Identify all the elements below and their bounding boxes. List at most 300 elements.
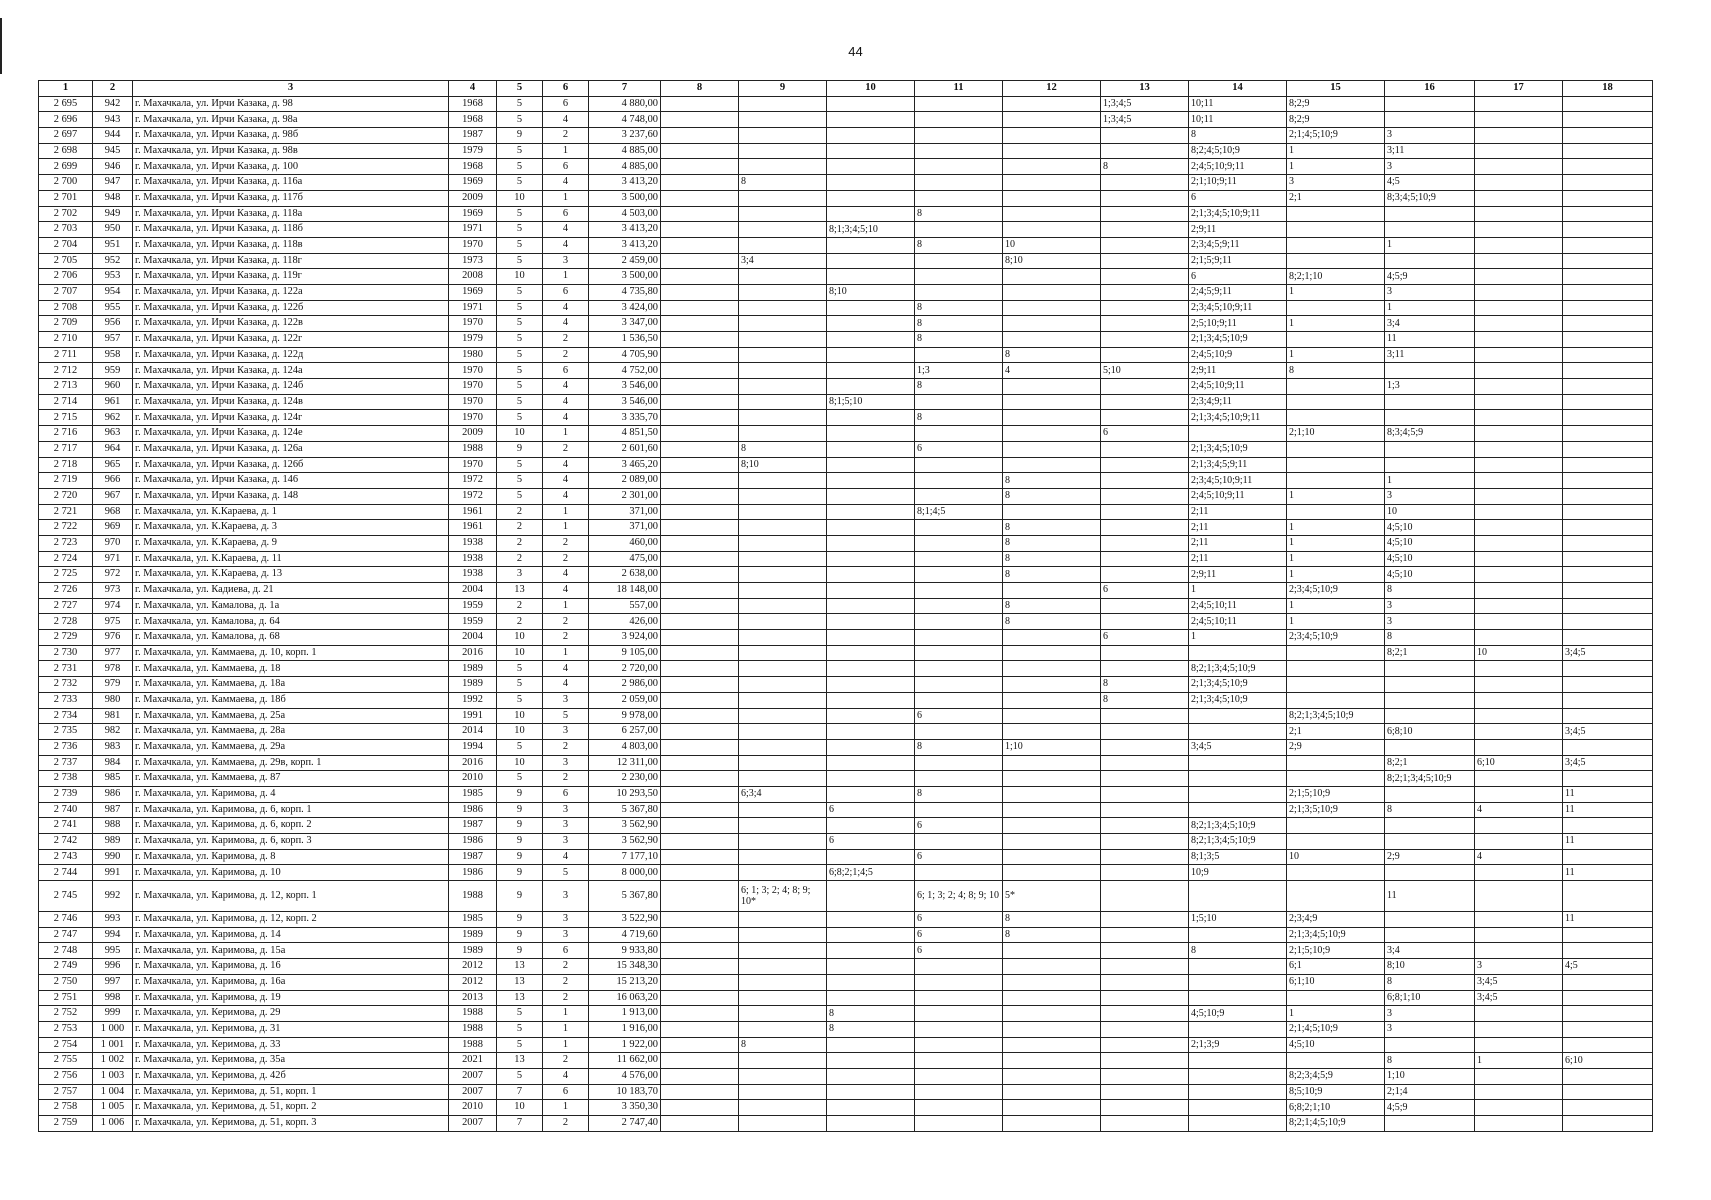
table-cell-col-3: г. Махачкала, ул. Ирчи Казака, д. 124г <box>133 410 449 426</box>
table-cell-col-18 <box>1563 222 1653 238</box>
table-cell-col-5: 5 <box>497 1037 543 1053</box>
table-cell-col-14 <box>1189 802 1287 818</box>
table-row <box>39 128 1653 144</box>
table-cell-col-12 <box>1003 708 1101 724</box>
table-cell-col-16: 6;8;10 <box>1385 724 1475 740</box>
table-cell-col-7: 18 148,00 <box>589 583 661 599</box>
table-cell-col-4: 1968 <box>449 96 497 112</box>
table-cell-col-7: 557,00 <box>589 598 661 614</box>
table-cell-col-6: 5 <box>543 708 589 724</box>
table-cell-col-12 <box>1003 677 1101 693</box>
table-cell-col-6: 4 <box>543 300 589 316</box>
table-cell-col-12 <box>1003 802 1101 818</box>
table-cell-col-7: 3 347,00 <box>589 316 661 332</box>
table-cell-col-9 <box>739 927 827 943</box>
table-cell-col-10 <box>827 441 915 457</box>
table-cell-col-12 <box>1003 1068 1101 1084</box>
table-cell-col-18 <box>1563 1006 1653 1022</box>
table-cell-col-1: 2 750 <box>39 974 93 990</box>
table-cell-col-13: 6 <box>1101 630 1189 646</box>
table-cell-col-6: 2 <box>543 128 589 144</box>
table-cell-col-10 <box>827 347 915 363</box>
table-cell-col-16: 4;5;9 <box>1385 1100 1475 1116</box>
table-cell-col-5: 9 <box>497 128 543 144</box>
table-cell-col-6: 1 <box>543 1006 589 1022</box>
table-cell-col-12 <box>1003 441 1101 457</box>
table-cell-col-8 <box>661 912 739 928</box>
table-cell-col-15 <box>1287 865 1385 881</box>
table-row <box>39 849 1653 865</box>
table-cell-col-17: 4 <box>1475 849 1563 865</box>
table-cell-col-13 <box>1101 520 1189 536</box>
table-cell-col-7: 3 546,00 <box>589 379 661 395</box>
table-cell-col-7: 5 367,80 <box>589 802 661 818</box>
table-cell-col-3: г. Махачкала, ул. Ирчи Казака, д. 126а <box>133 441 449 457</box>
table-cell-col-18 <box>1563 598 1653 614</box>
table-row <box>39 786 1653 802</box>
table-cell-col-11 <box>915 347 1003 363</box>
table-cell-col-10 <box>827 1116 915 1132</box>
table-cell-col-16: 11 <box>1385 332 1475 348</box>
table-cell-col-11 <box>915 692 1003 708</box>
table-cell-col-9: 3;4 <box>739 253 827 269</box>
table-cell-col-17 <box>1475 284 1563 300</box>
table-cell-col-1: 2 695 <box>39 96 93 112</box>
table-cell-col-10 <box>827 724 915 740</box>
table-cell-col-11 <box>915 802 1003 818</box>
table-cell-col-13 <box>1101 771 1189 787</box>
table-cell-col-17 <box>1475 1116 1563 1132</box>
table-cell-col-11 <box>915 190 1003 206</box>
table-cell-col-4: 1938 <box>449 567 497 583</box>
table-cell-col-17 <box>1475 739 1563 755</box>
table-cell-col-11 <box>915 1068 1003 1084</box>
table-cell-col-2: 953 <box>93 269 133 285</box>
table-cell-col-15: 2;3;4;5;10;9 <box>1287 583 1385 599</box>
table-cell-col-13 <box>1101 316 1189 332</box>
table-row <box>39 473 1653 489</box>
table-cell-col-17 <box>1475 253 1563 269</box>
table-cell-col-10: 6 <box>827 802 915 818</box>
table-cell-col-16 <box>1385 253 1475 269</box>
table-cell-col-1: 2 752 <box>39 1006 93 1022</box>
table-cell-col-10 <box>827 598 915 614</box>
table-cell-col-9 <box>739 724 827 740</box>
table-cell-col-6: 4 <box>543 661 589 677</box>
table-cell-col-4: 1989 <box>449 661 497 677</box>
table-cell-col-17 <box>1475 912 1563 928</box>
table-cell-col-17 <box>1475 598 1563 614</box>
column-header-17: 17 <box>1475 81 1563 97</box>
table-row <box>39 535 1653 551</box>
table-row <box>39 394 1653 410</box>
register-table <box>38 80 1653 1132</box>
table-cell-col-16: 1 <box>1385 300 1475 316</box>
column-header-9: 9 <box>739 81 827 97</box>
table-cell-col-17 <box>1475 473 1563 489</box>
table-cell-col-1: 2 744 <box>39 865 93 881</box>
table-cell-col-14: 6 <box>1189 269 1287 285</box>
table-cell-col-6: 2 <box>543 551 589 567</box>
table-cell-col-11: 1;3 <box>915 363 1003 379</box>
table-cell-col-5: 2 <box>497 551 543 567</box>
table-cell-col-1: 2 697 <box>39 128 93 144</box>
table-cell-col-11: 6 <box>915 708 1003 724</box>
table-cell-col-18 <box>1563 1037 1653 1053</box>
table-cell-col-15 <box>1287 677 1385 693</box>
table-cell-col-1: 2 698 <box>39 143 93 159</box>
table-cell-col-6: 4 <box>543 473 589 489</box>
table-cell-col-18 <box>1563 504 1653 520</box>
table-cell-col-4: 1969 <box>449 206 497 222</box>
table-cell-col-5: 2 <box>497 598 543 614</box>
table-cell-col-2: 984 <box>93 755 133 771</box>
table-cell-col-1: 2 726 <box>39 583 93 599</box>
table-cell-col-7: 1 913,00 <box>589 1006 661 1022</box>
table-cell-col-16 <box>1385 206 1475 222</box>
table-cell-col-15: 2;1;10 <box>1287 426 1385 442</box>
table-cell-col-1: 2 758 <box>39 1100 93 1116</box>
table-cell-col-3: г. Махачкала, ул. Ирчи Казака, д. 122а <box>133 284 449 300</box>
table-cell-col-1: 2 713 <box>39 379 93 395</box>
table-cell-col-4: 1938 <box>449 551 497 567</box>
table-cell-col-1: 2 734 <box>39 708 93 724</box>
table-cell-col-17 <box>1475 363 1563 379</box>
table-cell-col-15: 8;2;1;4;5;10;9 <box>1287 1116 1385 1132</box>
table-cell-col-2: 955 <box>93 300 133 316</box>
table-cell-col-8 <box>661 269 739 285</box>
table-cell-col-8 <box>661 802 739 818</box>
table-cell-col-5: 9 <box>497 802 543 818</box>
table-cell-col-3: г. Махачкала, ул. Каримова, д. 4 <box>133 786 449 802</box>
table-cell-col-9 <box>739 739 827 755</box>
table-cell-col-9 <box>739 332 827 348</box>
table-cell-col-10 <box>827 912 915 928</box>
table-cell-col-15: 2;1 <box>1287 190 1385 206</box>
table-cell-col-17 <box>1475 614 1563 630</box>
table-cell-col-10 <box>827 206 915 222</box>
table-cell-col-10 <box>827 112 915 128</box>
table-cell-col-16: 8;3;4;5;10;9 <box>1385 190 1475 206</box>
table-cell-col-3: г. Махачкала, ул. Каримова, д. 19 <box>133 990 449 1006</box>
table-cell-col-8 <box>661 96 739 112</box>
table-cell-col-8 <box>661 943 739 959</box>
table-cell-col-16: 3 <box>1385 614 1475 630</box>
table-cell-col-18 <box>1563 739 1653 755</box>
table-cell-col-1: 2 721 <box>39 504 93 520</box>
table-cell-col-11 <box>915 284 1003 300</box>
table-cell-col-12 <box>1003 143 1101 159</box>
column-header-2: 2 <box>93 81 133 97</box>
table-cell-col-3: г. Махачкала, ул. Каримова, д. 10 <box>133 865 449 881</box>
table-cell-col-2: 993 <box>93 912 133 928</box>
table-cell-col-17 <box>1475 520 1563 536</box>
table-cell-col-12 <box>1003 630 1101 646</box>
table-cell-col-4: 1973 <box>449 253 497 269</box>
table-cell-col-13 <box>1101 175 1189 191</box>
table-cell-col-14 <box>1189 426 1287 442</box>
table-cell-col-11 <box>915 645 1003 661</box>
table-cell-col-5: 13 <box>497 990 543 1006</box>
table-cell-col-4: 2016 <box>449 645 497 661</box>
table-cell-col-13 <box>1101 1084 1189 1100</box>
table-cell-col-1: 2 702 <box>39 206 93 222</box>
table-cell-col-4: 1971 <box>449 222 497 238</box>
table-cell-col-18 <box>1563 567 1653 583</box>
table-cell-col-1: 2 756 <box>39 1068 93 1084</box>
table-cell-col-18 <box>1563 159 1653 175</box>
table-cell-col-1: 2 704 <box>39 237 93 253</box>
table-cell-col-8 <box>661 473 739 489</box>
table-cell-col-10 <box>827 786 915 802</box>
table-cell-col-17 <box>1475 316 1563 332</box>
table-cell-col-8 <box>661 881 739 912</box>
table-cell-col-8 <box>661 849 739 865</box>
table-cell-col-6: 5 <box>543 865 589 881</box>
table-cell-col-5: 5 <box>497 222 543 238</box>
table-cell-col-15: 1 <box>1287 347 1385 363</box>
table-cell-col-15: 1 <box>1287 316 1385 332</box>
table-cell-col-6: 4 <box>543 849 589 865</box>
table-cell-col-18 <box>1563 410 1653 426</box>
table-row <box>39 708 1653 724</box>
table-cell-col-3: г. Махачкала, ул. Каммаева, д. 18а <box>133 677 449 693</box>
table-cell-col-9: 8 <box>739 1037 827 1053</box>
table-cell-col-13 <box>1101 284 1189 300</box>
table-cell-col-17 <box>1475 347 1563 363</box>
table-cell-col-11 <box>915 535 1003 551</box>
table-row <box>39 347 1653 363</box>
table-cell-col-10 <box>827 881 915 912</box>
table-cell-col-16 <box>1385 410 1475 426</box>
table-cell-col-4: 1985 <box>449 912 497 928</box>
table-cell-col-3: г. Махачкала, ул. Ирчи Казака, д. 118а <box>133 206 449 222</box>
table-cell-col-4: 1972 <box>449 488 497 504</box>
table-cell-col-2: 965 <box>93 457 133 473</box>
table-cell-col-13 <box>1101 1100 1189 1116</box>
table-row <box>39 865 1653 881</box>
table-cell-col-16 <box>1385 661 1475 677</box>
table-cell-col-16: 8 <box>1385 630 1475 646</box>
table-row <box>39 739 1653 755</box>
table-cell-col-12 <box>1003 990 1101 1006</box>
table-cell-col-14: 2;4;5;9;11 <box>1189 284 1287 300</box>
table-cell-col-18 <box>1563 112 1653 128</box>
table-cell-col-5: 5 <box>497 316 543 332</box>
page-number: 44 <box>848 44 863 59</box>
table-cell-col-8 <box>661 347 739 363</box>
table-cell-col-5: 9 <box>497 865 543 881</box>
table-cell-col-10 <box>827 755 915 771</box>
table-cell-col-15: 4;5;10 <box>1287 1037 1385 1053</box>
table-cell-col-15: 1 <box>1287 284 1385 300</box>
table-cell-col-15 <box>1287 253 1385 269</box>
table-cell-col-3: г. Махачкала, ул. Каримова, д. 16а <box>133 974 449 990</box>
table-cell-col-15 <box>1287 473 1385 489</box>
table-cell-col-6: 4 <box>543 1068 589 1084</box>
table-cell-col-17 <box>1475 379 1563 395</box>
table-cell-col-13 <box>1101 504 1189 520</box>
table-cell-col-7: 3 424,00 <box>589 300 661 316</box>
table-cell-col-16 <box>1385 394 1475 410</box>
table-cell-col-4: 1959 <box>449 614 497 630</box>
table-cell-col-4: 1970 <box>449 363 497 379</box>
table-cell-col-10 <box>827 504 915 520</box>
table-cell-col-18 <box>1563 614 1653 630</box>
table-cell-col-7: 3 350,30 <box>589 1100 661 1116</box>
table-cell-col-2: 1 003 <box>93 1068 133 1084</box>
table-cell-col-7: 5 367,80 <box>589 881 661 912</box>
table-cell-col-7: 475,00 <box>589 551 661 567</box>
table-cell-col-4: 1987 <box>449 849 497 865</box>
table-cell-col-3: г. Махачкала, ул. К.Караева, д. 3 <box>133 520 449 536</box>
table-cell-col-12 <box>1003 1100 1101 1116</box>
table-row <box>39 1006 1653 1022</box>
table-cell-col-8 <box>661 786 739 802</box>
column-header-18: 18 <box>1563 81 1653 97</box>
table-cell-col-18: 11 <box>1563 865 1653 881</box>
table-cell-col-11 <box>915 865 1003 881</box>
table-cell-col-15: 1 <box>1287 567 1385 583</box>
table-cell-col-5: 9 <box>497 818 543 834</box>
table-cell-col-10: 8;10 <box>827 284 915 300</box>
table-cell-col-1: 2 705 <box>39 253 93 269</box>
table-row <box>39 551 1653 567</box>
table-cell-col-11 <box>915 583 1003 599</box>
table-cell-col-6: 1 <box>543 520 589 536</box>
table-row <box>39 1084 1653 1100</box>
table-cell-col-15 <box>1287 410 1385 426</box>
table-cell-col-17: 3;4;5 <box>1475 990 1563 1006</box>
table-cell-col-6: 1 <box>543 190 589 206</box>
table-cell-col-2: 976 <box>93 630 133 646</box>
table-cell-col-7: 2 089,00 <box>589 473 661 489</box>
table-cell-col-10 <box>827 96 915 112</box>
table-cell-col-8 <box>661 316 739 332</box>
table-cell-col-10: 8 <box>827 1021 915 1037</box>
table-cell-col-10 <box>827 661 915 677</box>
table-cell-col-12 <box>1003 284 1101 300</box>
table-cell-col-2: 943 <box>93 112 133 128</box>
table-cell-col-9 <box>739 300 827 316</box>
table-cell-col-3: г. Махачкала, ул. Ирчи Казака, д. 98а <box>133 112 449 128</box>
table-cell-col-13: 5;10 <box>1101 363 1189 379</box>
table-cell-col-13 <box>1101 253 1189 269</box>
table-cell-col-3: г. Махачкала, ул. Каримова, д. 6, корп. 2 <box>133 818 449 834</box>
table-cell-col-15: 8;2;9 <box>1287 96 1385 112</box>
table-cell-col-12 <box>1003 300 1101 316</box>
table-cell-col-14 <box>1189 1053 1287 1069</box>
table-cell-col-6: 2 <box>543 1053 589 1069</box>
table-cell-col-5: 5 <box>497 363 543 379</box>
table-cell-col-12 <box>1003 849 1101 865</box>
table-cell-col-18 <box>1563 394 1653 410</box>
table-cell-col-13 <box>1101 1021 1189 1037</box>
table-cell-col-13: 6 <box>1101 583 1189 599</box>
table-cell-col-8 <box>661 724 739 740</box>
table-cell-col-13 <box>1101 441 1189 457</box>
table-cell-col-14 <box>1189 1100 1287 1116</box>
table-cell-col-9 <box>739 237 827 253</box>
table-cell-col-17 <box>1475 488 1563 504</box>
table-cell-col-8 <box>661 990 739 1006</box>
table-cell-col-16 <box>1385 739 1475 755</box>
table-cell-col-5: 13 <box>497 583 543 599</box>
table-cell-col-15: 3 <box>1287 175 1385 191</box>
table-cell-col-9 <box>739 363 827 379</box>
table-cell-col-12: 8 <box>1003 551 1101 567</box>
table-cell-col-2: 967 <box>93 488 133 504</box>
table-cell-col-6: 6 <box>543 159 589 175</box>
table-cell-col-9 <box>739 834 827 850</box>
table-cell-col-11 <box>915 1037 1003 1053</box>
table-cell-col-13 <box>1101 1006 1189 1022</box>
table-cell-col-7: 3 335,70 <box>589 410 661 426</box>
table-cell-col-8 <box>661 598 739 614</box>
table-cell-col-18 <box>1563 1100 1653 1116</box>
table-cell-col-13 <box>1101 410 1189 426</box>
table-cell-col-6: 4 <box>543 379 589 395</box>
table-cell-col-17 <box>1475 175 1563 191</box>
table-cell-col-3: г. Махачкала, ул. Ирчи Казака, д. 118в <box>133 237 449 253</box>
table-cell-col-14: 2;4;5;10;9;11 <box>1189 159 1287 175</box>
table-cell-col-5: 5 <box>497 112 543 128</box>
table-cell-col-4: 1992 <box>449 692 497 708</box>
table-cell-col-4: 1986 <box>449 834 497 850</box>
table-cell-col-6: 4 <box>543 583 589 599</box>
table-cell-col-4: 1988 <box>449 881 497 912</box>
table-cell-col-10: 6 <box>827 834 915 850</box>
table-cell-col-15: 6;1;10 <box>1287 974 1385 990</box>
table-cell-col-12 <box>1003 175 1101 191</box>
table-cell-col-7: 3 413,20 <box>589 237 661 253</box>
table-cell-col-4: 1972 <box>449 473 497 489</box>
table-row <box>39 661 1653 677</box>
table-cell-col-10 <box>827 237 915 253</box>
table-cell-col-5: 9 <box>497 441 543 457</box>
table-cell-col-14: 10;9 <box>1189 865 1287 881</box>
table-cell-col-14: 2;1;3;4;5;10;9;11 <box>1189 206 1287 222</box>
table-cell-col-3: г. Махачкала, ул. Каримова, д. 12, корп. 2 <box>133 912 449 928</box>
table-cell-col-7: 10 293,50 <box>589 786 661 802</box>
table-cell-col-1: 2 710 <box>39 332 93 348</box>
table-cell-col-7: 1 536,50 <box>589 332 661 348</box>
table-cell-col-5: 10 <box>497 708 543 724</box>
table-cell-col-6: 3 <box>543 927 589 943</box>
table-cell-col-8 <box>661 1006 739 1022</box>
table-cell-col-8 <box>661 504 739 520</box>
table-cell-col-16 <box>1385 912 1475 928</box>
table-cell-col-8 <box>661 284 739 300</box>
table-cell-col-3: г. Махачкала, ул. Керимова, д. 51, корп. 3 <box>133 1116 449 1132</box>
table-cell-col-11 <box>915 128 1003 144</box>
table-cell-col-2: 975 <box>93 614 133 630</box>
table-cell-col-18 <box>1563 190 1653 206</box>
table-cell-col-18 <box>1563 630 1653 646</box>
table-cell-col-4: 1994 <box>449 739 497 755</box>
table-cell-col-11 <box>915 520 1003 536</box>
table-cell-col-2: 958 <box>93 347 133 363</box>
table-cell-col-8 <box>661 520 739 536</box>
table-cell-col-12: 8 <box>1003 488 1101 504</box>
table-cell-col-2: 945 <box>93 143 133 159</box>
table-cell-col-5: 13 <box>497 974 543 990</box>
table-cell-col-9: 8 <box>739 441 827 457</box>
table-cell-col-16: 11 <box>1385 881 1475 912</box>
table-cell-col-6: 6 <box>543 363 589 379</box>
column-header-3: 3 <box>133 81 449 97</box>
table-cell-col-2: 991 <box>93 865 133 881</box>
